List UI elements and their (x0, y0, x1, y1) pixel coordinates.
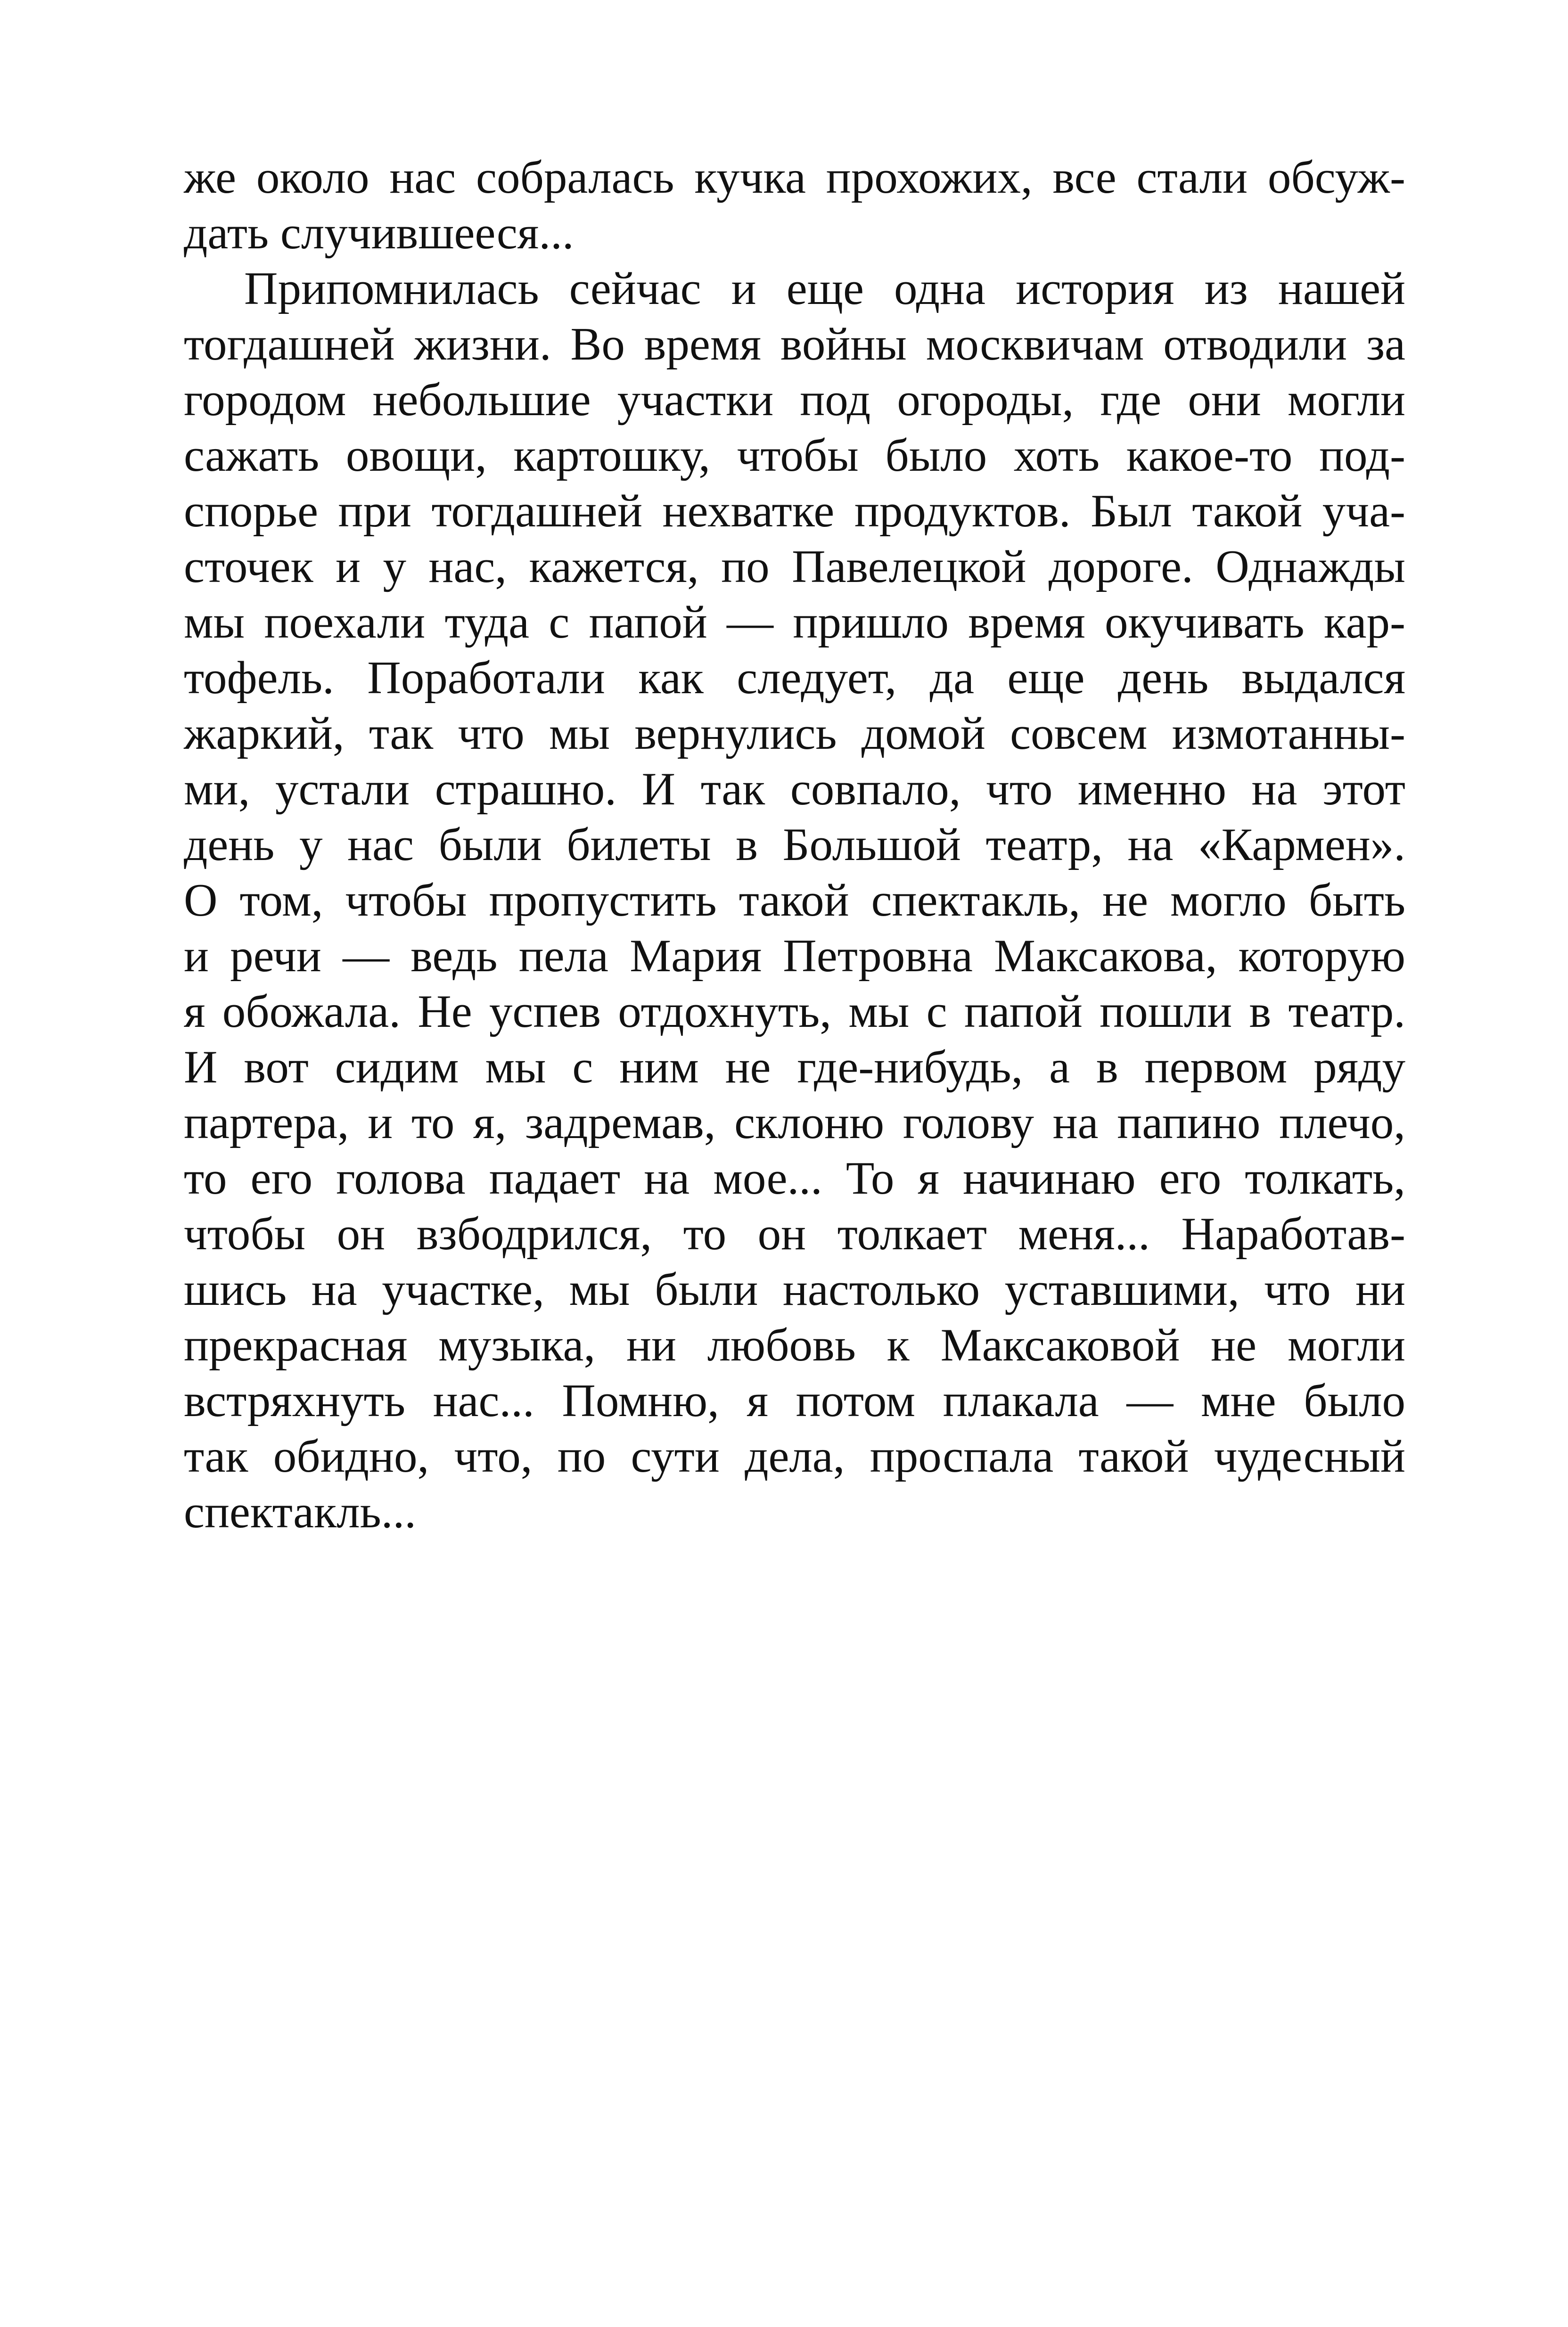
text-line: городом небольшие участки под огороды, где они могли (184, 374, 1405, 426)
text-line: дать случившееся... (184, 207, 574, 259)
text-line: сточек и у нас, кажется, по Павелецкой дороге. Однажды (184, 541, 1405, 592)
text-line: тогдашней жизни. Во время войны москвичам отводили за (184, 319, 1405, 370)
text-line: встряхнуть нас... Помню, я потом плакала — мне было (184, 1375, 1405, 1426)
text-line: прекрасная музыка, ни любовь к Максаковой не могли (184, 1319, 1405, 1371)
text-line: так обидно, что, по сути дела, проспала такой чудесный (184, 1431, 1405, 1482)
text-line: мы поехали туда с папой — пришло время окучивать кар- (184, 597, 1405, 648)
text-line: шись на участке, мы были настолько уставшими, что ни (184, 1264, 1405, 1315)
text-line: спорье при тогдашней нехватке продуктов. Был такой уча- (184, 485, 1405, 537)
paragraph (184, 150, 1405, 261)
text-line: ми, устали страшно. И так совпало, что именно на этот (184, 763, 1405, 815)
text-line: тофель. Поработали как следует, да еще день выдался (184, 652, 1405, 704)
text-line: день у нас были билеты в Большой театр, на «Кармен». (184, 819, 1405, 870)
text-line: и речи — ведь пела Мария Петровна Максакова, которую (184, 930, 1405, 982)
text-line: Припомнилась сейчас и еще одна история из нашей (244, 263, 1405, 314)
text-line: я обожала. Не успев отдохнуть, мы с папой пошли в театр. (184, 986, 1405, 1037)
text-line: жаркий, так что мы вернулись домой совсем измотанны- (184, 708, 1405, 759)
text-line: то его голова падает на мое... То я начинаю его толкать, (184, 1153, 1405, 1204)
paragraph (184, 261, 1405, 1540)
text-line: спектакль... (184, 1486, 416, 1538)
text-line: партера, и то я, задремав, склоню голову на папино плечо, (184, 1097, 1405, 1148)
text-line: сажать овощи, картошку, чтобы было хоть какое-то под- (184, 430, 1405, 481)
body-text (184, 150, 1405, 1540)
text-line: И вот сидим мы с ним не где-нибудь, а в первом ряду (184, 1041, 1405, 1093)
text-line: чтобы он взбодрился, то он толкает меня... Наработав- (184, 1208, 1405, 1260)
text-line: О том, чтобы пропустить такой спектакль, не могло быть (184, 875, 1405, 926)
text-line: же около нас собралась кучка прохожих, все стали обсуж- (184, 152, 1405, 203)
